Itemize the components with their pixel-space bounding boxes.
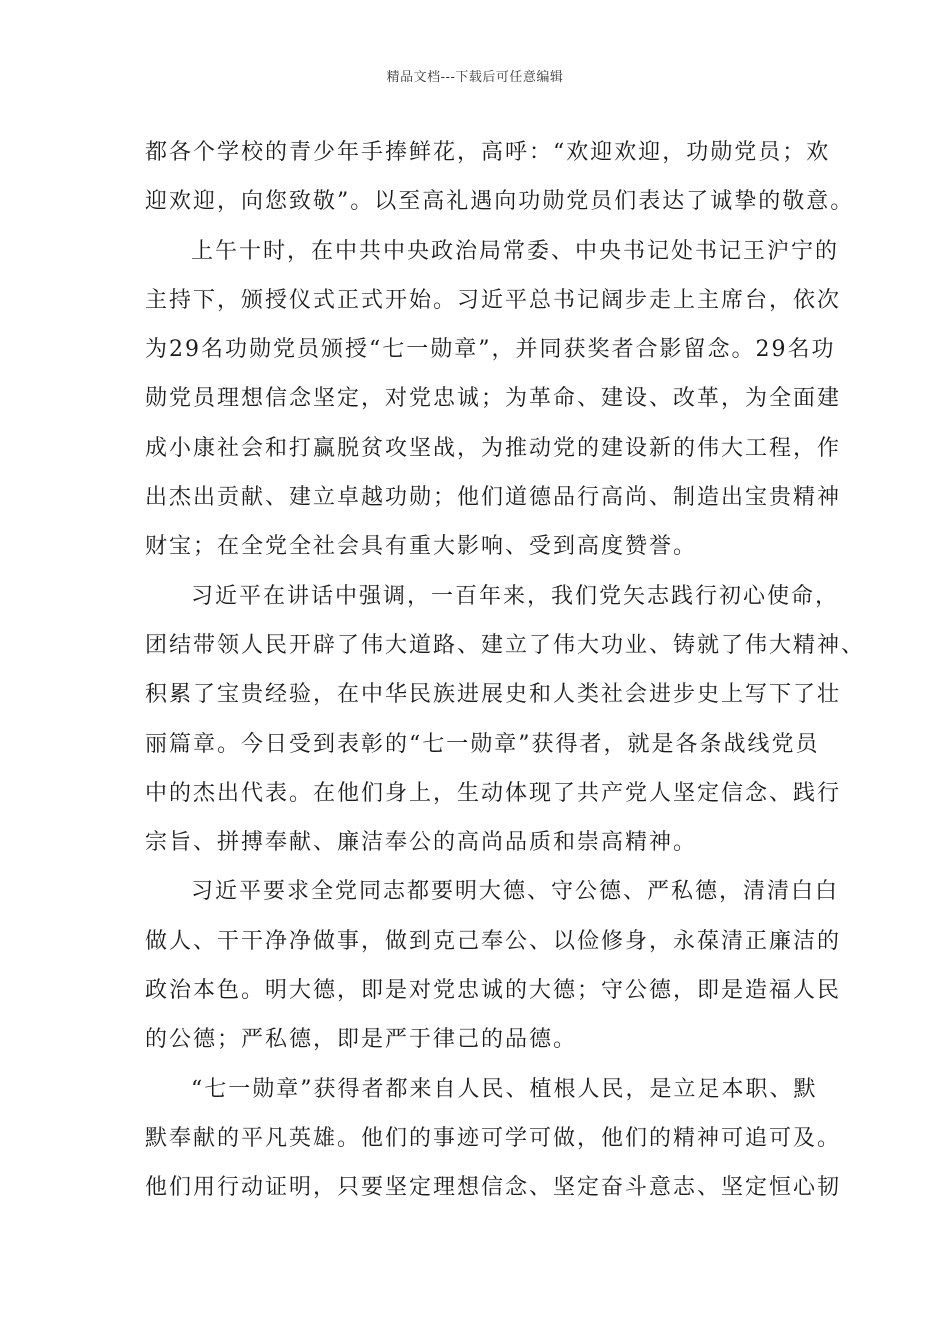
text-line: 成小康社会和打赢脱贫攻坚战，为推动党的建设新的伟大工程，作 — [145, 435, 842, 461]
text-line: 默奉献的平凡英雄。他们的事迹可学可做，他们的精神可追可及。 — [145, 1125, 842, 1151]
text-line: 他们用行动证明，只要坚定理想信念、坚定奋斗意志、坚定恒心韧 — [145, 1175, 842, 1201]
text-line: 丽篇章。今日受到表彰的“七一勋章”获得者，就是各条战线党员 — [145, 731, 820, 757]
text-line: “七一勋章”获得者都来自人民、植根人民，是立足本职、默 — [191, 1076, 818, 1102]
text-line: 出杰出贡献、建立卓越功勋；他们道德品行高尚、制造出宝贵精神 — [145, 485, 842, 511]
header-note: 精品文档---下载后可任意编辑 — [386, 70, 564, 85]
text-line: 上午十时，在中共中央政治局常委、中央书记处书记王沪宁的 — [191, 238, 840, 264]
document-body — [145, 128, 866, 1213]
text-line: 宗旨、拼搏奉献、廉洁奉公的高尚品质和崇高精神。 — [145, 830, 698, 856]
text-line: 财宝；在全党全社会具有重大影响、受到高度赞誉。 — [145, 534, 698, 560]
text-line: 都各个学校的青少年手捧鲜花，高呼：“欢迎欢迎，功勋党员；欢 — [145, 140, 831, 165]
text-line: 做人、干干净净做事，做到克己奉公、以俭修身，永葆清正廉洁的 — [145, 928, 842, 954]
text-line: 为29名功勋党员颁授“七一勋章”，并同获奖者合影留念。29名功 — [145, 337, 836, 363]
text-line: 主持下，颁授仪式正式开始。习近平总书记阔步走上主席台，依次 — [145, 287, 842, 313]
text-line: 习近平要求全党同志都要明大德、守公德、严私德，清清白白 — [191, 879, 840, 905]
text-line: 迎欢迎，向您致敬”。以至高礼遇向功勋党员们表达了诚挚的敬意。 — [145, 189, 855, 215]
text-line: 政治本色。明大德，即是对党忠诚的大德；守公德，即是造福人民 — [145, 978, 842, 1004]
text-line: 中的杰出代表。在他们身上，生动体现了共产党人坚定信念、践行 — [145, 780, 842, 806]
text-line: 习近平在讲话中强调，一百年来，我们党矢志践行初心使命， — [191, 583, 840, 609]
text-line: 勋党员理想信念坚定，对党忠诚；为革命、建设、改革，为全面建 — [145, 386, 842, 412]
text-line: 团结带领人民开辟了伟大道路、建立了伟大功业、铸就了伟大精神、 — [145, 632, 866, 658]
text-line: 的公德；严私德，即是严于律己的品德。 — [145, 1027, 578, 1053]
text-line: 积累了宝贵经验，在中华民族进展史和人类社会进步史上写下了壮 — [145, 682, 842, 708]
